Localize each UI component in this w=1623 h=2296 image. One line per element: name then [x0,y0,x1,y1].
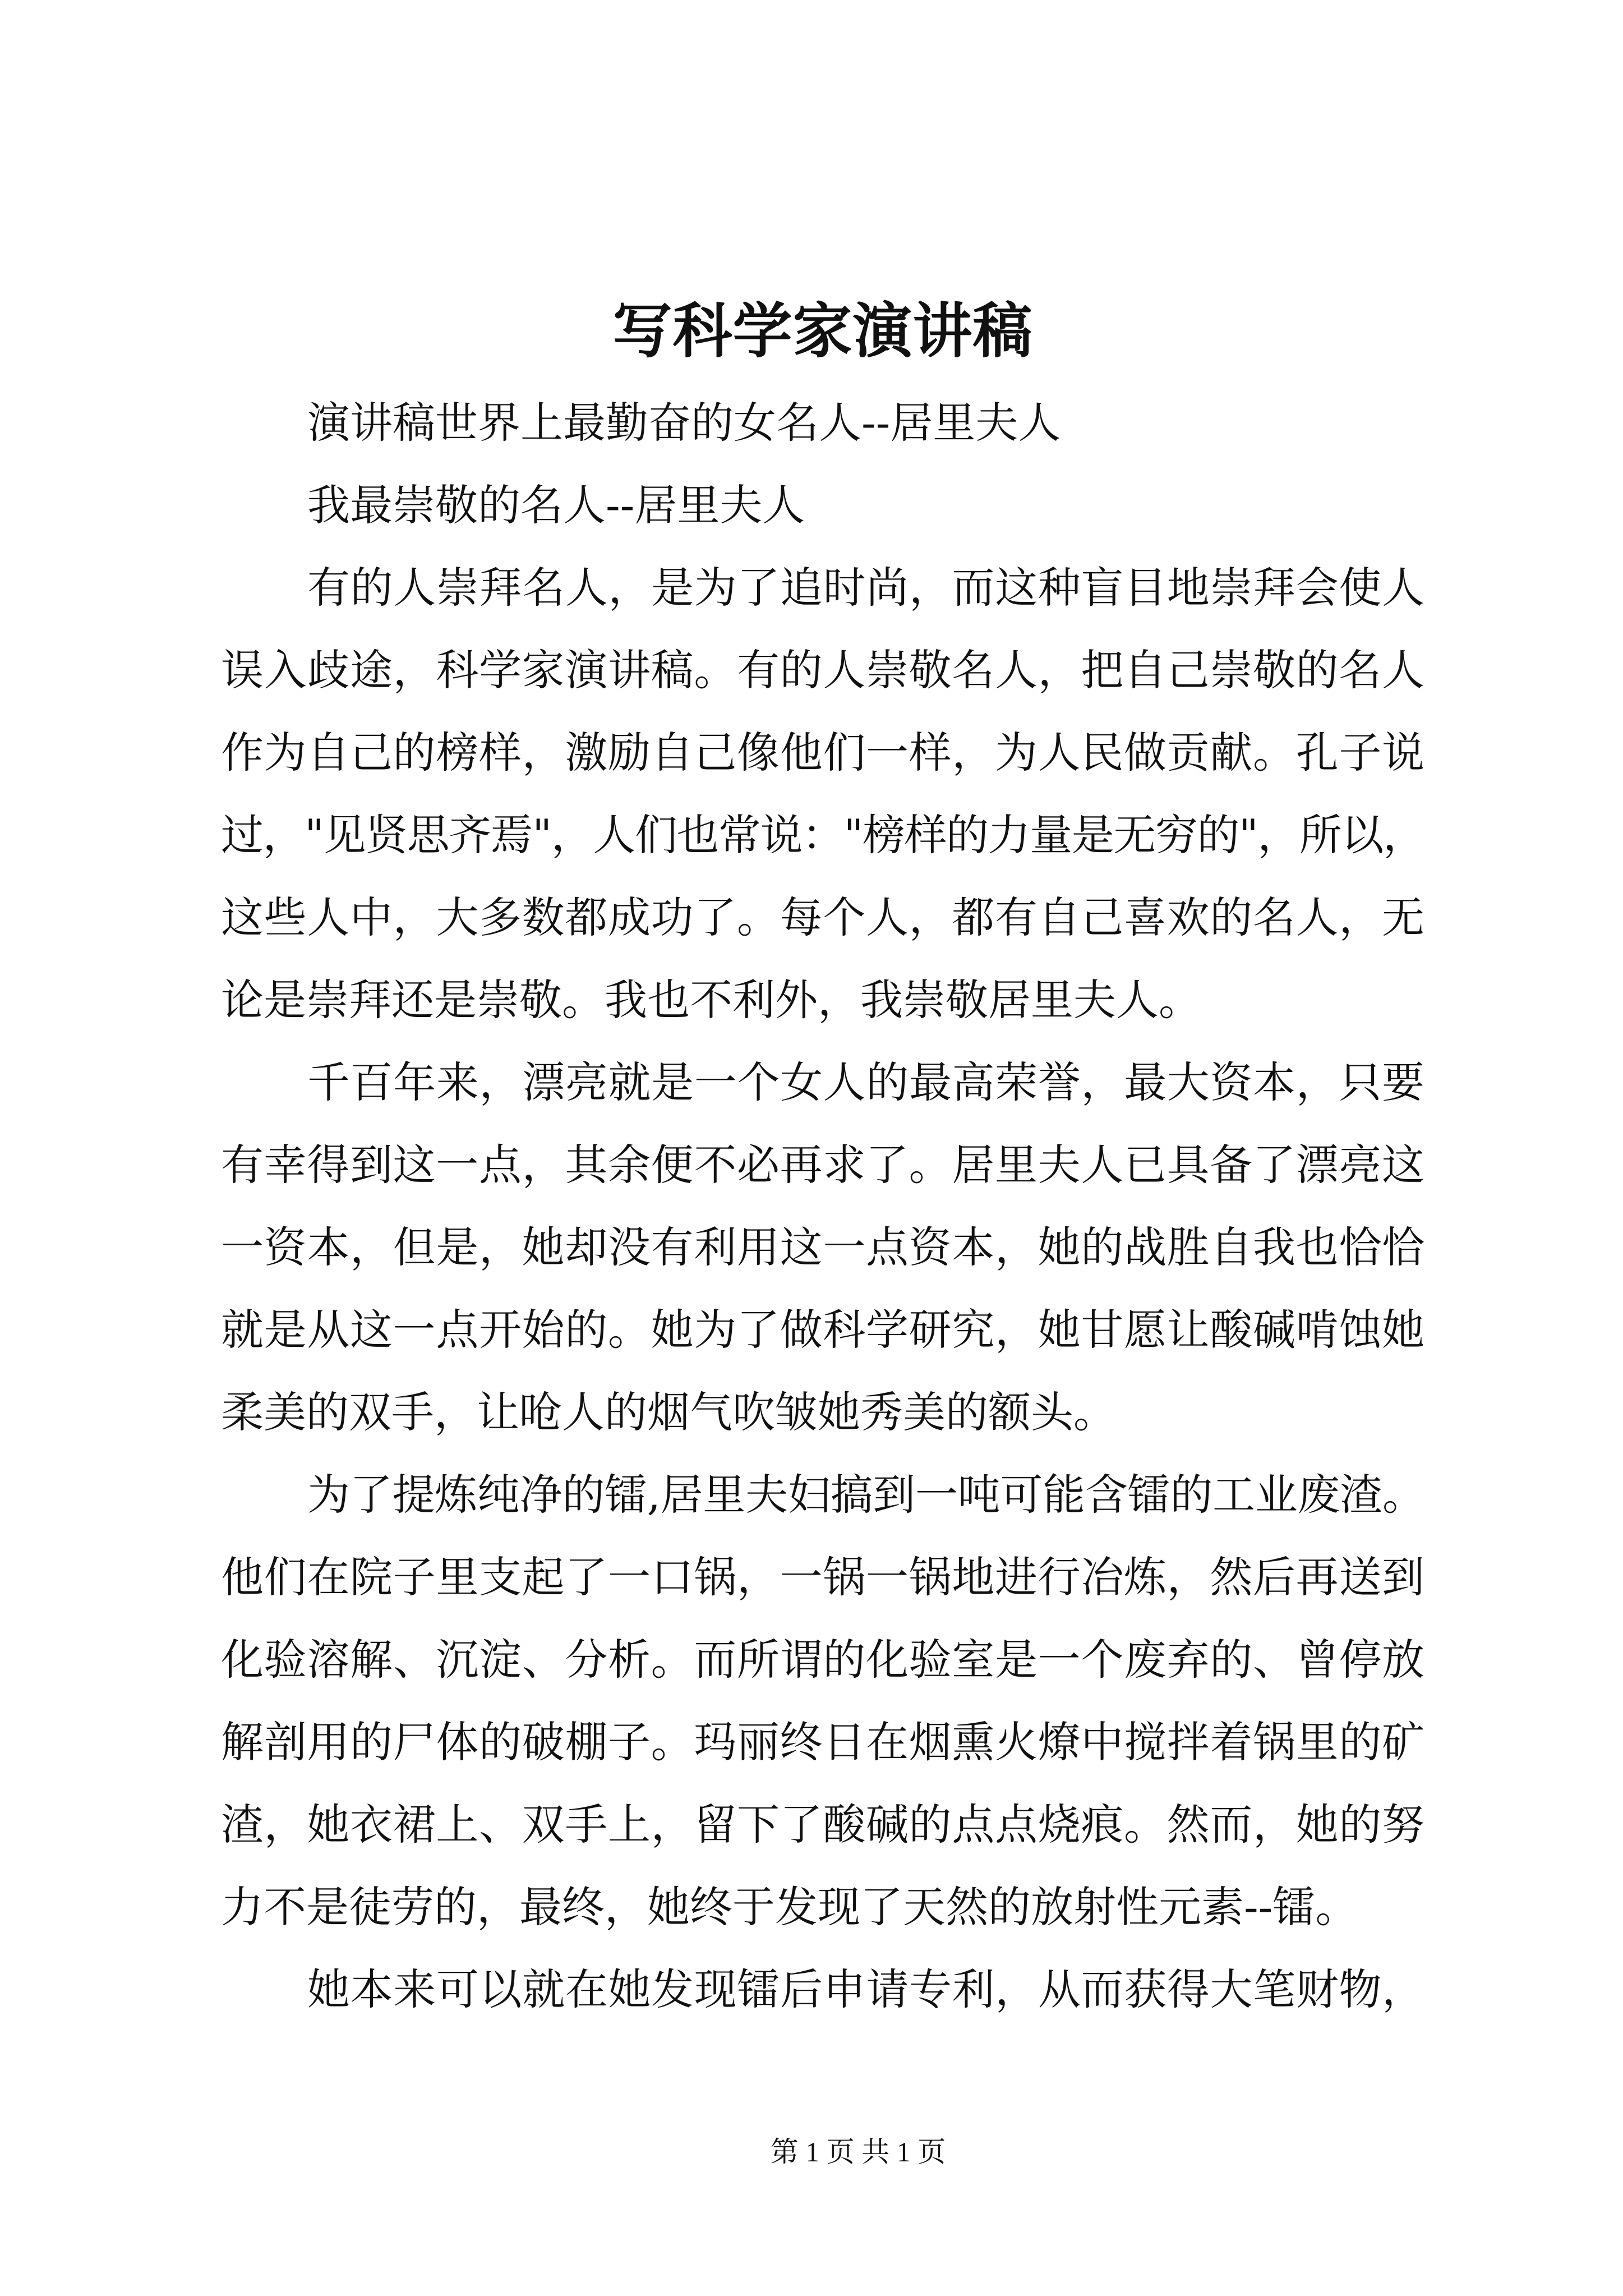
paragraph-line: 误入歧途，科学家演讲稿。有的人崇敬名人，把自己崇敬的名人 [221,645,1424,695]
paragraph-line: 有幸得到这一点，其余便不必再求了。居里夫人已具备了漂亮这 [221,1140,1424,1190]
paragraph-line: 他们在院子里支起了一口锅，一锅一锅地进行冶炼，然后再送到 [221,1552,1424,1602]
paragraph-line: 我最崇敬的名人--居里夫人 [307,480,805,530]
paragraph [221,381,1424,464]
paragraph-line: 作为自己的榜样，激励自己像他们一样，为人民做贡献。孔子说 [221,728,1424,777]
paragraph [221,1948,1424,2031]
paragraph-line: 一资本，但是，她却没有利用这一点资本，她的战胜自我也恰恰 [221,1222,1424,1272]
paragraph-line: 解剖用的尸体的破棚子。玛丽终日在烟熏火燎中搅拌着锅里的矿 [221,1717,1424,1767]
paragraph-line: 就是从这一点开始的。她为了做科学研究，她甘愿让酸碱啃蚀她 [221,1305,1424,1355]
paragraph-line: 柔美的双手，让呛人的烟气吹皱她秀美的额头。 [221,1387,1116,1437]
paragraph-line: 有的人崇拜名人，是为了追时尚，而这种盲目地崇拜会使人 [307,563,1424,613]
document-title: 写科学家演讲稿 [612,296,1033,366]
paragraph-line: 千百年来，漂亮就是一个女人的最高荣誉，最大资本，只要 [307,1057,1424,1107]
paragraph-line: 论是崇拜还是崇敬。我也不利外，我崇敬居里夫人。 [221,975,1201,1025]
paragraph-line: 渣，她衣裙上、双手上，留下了酸碱的点点烧痕。然而，她的努 [221,1800,1424,1849]
paragraph [221,464,1424,546]
paragraph-line: 化验溶解、沉淀、分析。而所谓的化验室是一个废弃的、曾停放 [221,1635,1424,1685]
paragraph-line: 力不是徒劳的，最终，她终于发现了天然的放射性元素--镭。 [221,1882,1358,1932]
paragraph [221,1453,1424,1948]
paragraph-line: 过，"见贤思齐焉"，人们也常说："榜样的力量是无穷的"，所以， [221,810,1424,860]
paragraph [221,1041,1424,1453]
paragraph-line: 这些人中，大多数都成功了。每个人，都有自己喜欢的名人，无 [221,892,1424,942]
paragraph-line: 为了提炼纯净的镭,居里夫妇搞到一吨可能含镭的工业废渣。 [307,1470,1424,1520]
paragraph [221,546,1424,1041]
document-body [221,381,1424,2031]
paragraph-line: 她本来可以就在她发现镭后申请专利，从而获得大笔财物， [307,1964,1424,2014]
page-footer: 第 1 页 共 1 页 [770,2136,946,2168]
paragraph-line: 演讲稿世界上最勤奋的女名人--居里夫人 [307,398,1061,448]
